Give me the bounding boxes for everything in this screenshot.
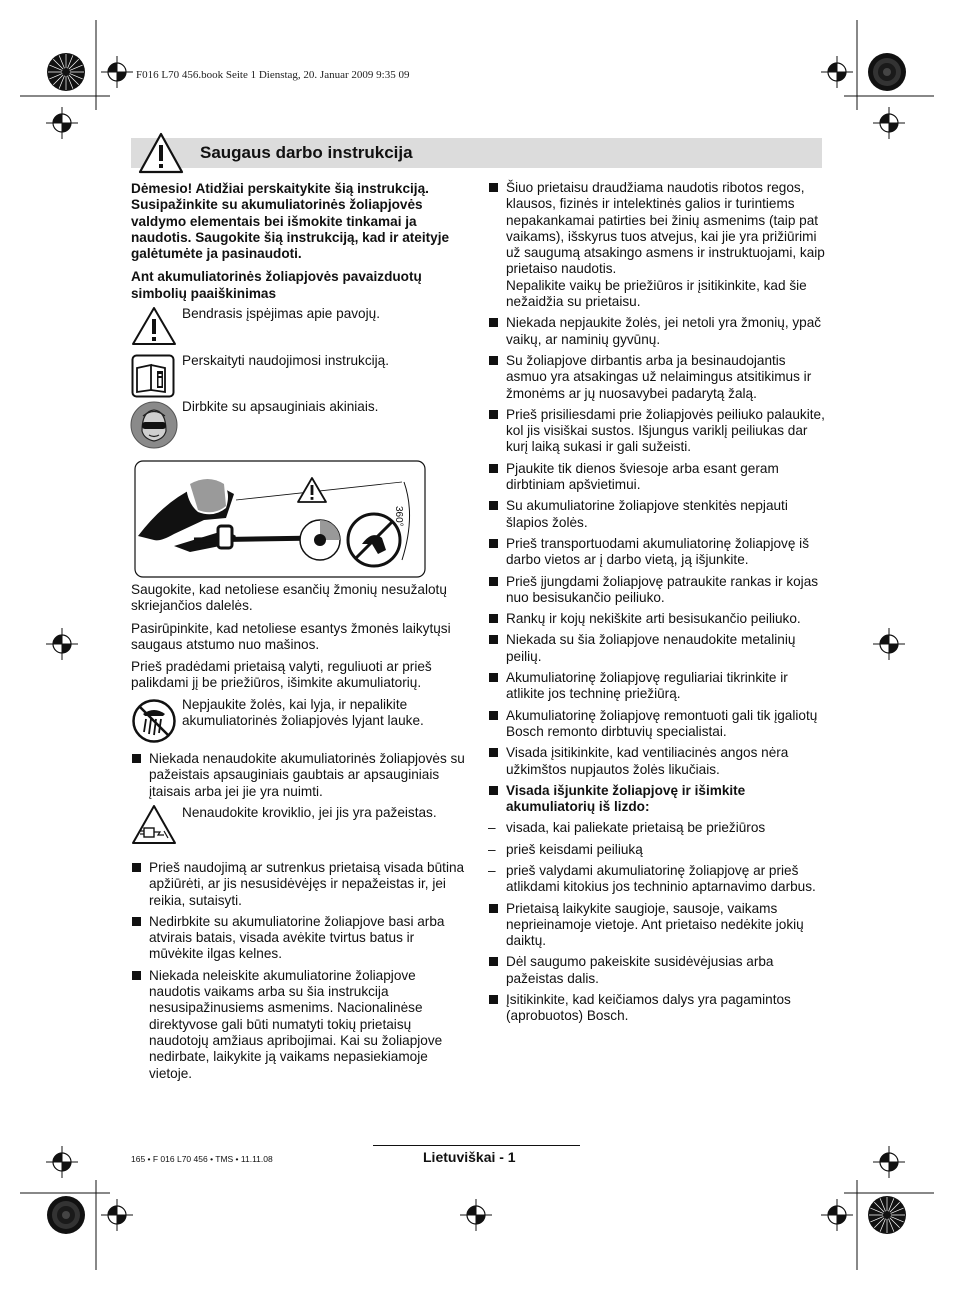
intro-warning: Dėmesio! Atidžiai perskaitykite šią instrukciją. Susipažinkite su akumuliatorinės žoliapjovės valdymo elementais bei išmokite tinkamai ja naudotis. Saugokite šią instrukciją, kad ir ateityje galėtumėte ja pasinaudoti. (131, 181, 450, 262)
safety-goggles-icon (130, 401, 178, 449)
diagram-angle-label: 360° (393, 506, 404, 527)
right-bullet-item: Pjaukite tik dienos šviesoje arba esant geram dirbtiniam apšvietimui. (488, 461, 825, 494)
dash-item: – prieš valydami akumuliatorinę žoliapjovę ar prieš atlikdami kitokius jos techninio aptarnavimo darbus. (488, 863, 825, 896)
dash-item: – prieš keisdami peiliuką (488, 842, 825, 858)
before-cleaning-text: Prieš pradėdami prietaisą valyti, reguliuoti ar prieš palikdami jį be priežiūros, išimkite akumuliatorių. (131, 659, 432, 691)
symbol-rain-text: Nepjaukite žolės, kai lyja, ir nepalikite akumuliatorinės žoliapjovės lyjant lauke. (182, 697, 424, 729)
general-warning-icon (131, 306, 177, 346)
footer-code: 165 • F 016 L70 456 • TMS • 11.11.08 (131, 1154, 273, 1164)
warning-icon (137, 131, 185, 175)
switch-off-bullet: Visada išjunkite žoliapjovę ir išimkite akumuliatorių iš lizdo: (488, 783, 825, 816)
symbol-read-manual-text: Perskaityti naudojimosi instrukciją. (182, 353, 390, 368)
right-bullet-item: Su akumuliatorine žoliapjove stenkitės nepjauti šlapios žolės. (488, 498, 825, 531)
right-bullet-item: Visada įsitikinkite, kad ventiliacinės angos nėra užkimštos nupjautos žolės likučiais. (488, 745, 825, 778)
right-bullet-item: Niekada nepjaukite žolės, jei netoli yra žmonių, ypač vaikų, ar naminių gyvūnų. (488, 315, 825, 348)
symbol-general-warning-text: Bendrasis įspėjimas apie pavojų. (182, 306, 380, 321)
right-bullet-item (488, 180, 825, 310)
right-bullet-item: Su žoliapjove dirbantis arba ja besinaudojantis asmuo yra atsakingas už nelaimingus atsitikimus ir žmonėms ar jų nuosavybei padarytą žalą. (488, 353, 825, 402)
right-bullet-item: Dėl saugumo pakeiskite susidėvėjusias arba pažeistas dalis. (488, 954, 825, 987)
left-column-paragraphs (131, 582, 466, 692)
guards-bullet (131, 751, 466, 800)
right-bullet-item: Prieš transportuodami akumuliatorinę žoliapjovę iš darbo vietos ar į darbo vietą, ją išjunkite. (488, 536, 825, 569)
read-manual-icon (131, 354, 175, 398)
safe-distance-text: Pasirūpinkite, kad netoliese esantys žmonės laikytųsi saugaus atstumo nuo mašinos. (131, 620, 451, 652)
right-bullet-item: Prieš įjungdami žoliapjovę patraukite rankas ir kojas nuo besisukančio peiliuko. (488, 574, 825, 607)
printer-header: F016 L70 456.book Seite 1 Dienstag, 20. Januar 2009 9:35 09 (136, 69, 410, 81)
left-bullet-item: Niekada neleiskite akumuliatorine žoliapjove naudotis vaikams arba su šia instrukcija nesusipažinusiems asmenims. Nacionalinėse direktyvose gali būti numatyti tokių prietaisų naudotojų amžiaus apribojimai. Kai su žoliapjove nedirbate, laikykite ją vaikams nepasiekiamoje vietoje. (131, 968, 466, 1082)
right-bullet-item: Rankų ir kojų nekiškite arti besisukančio peiliuko. (488, 611, 825, 627)
flying-parts-text: Saugokite, kad netoliese esančių žmonių nesužalotų skriejančios dalelės. (131, 582, 447, 614)
left-bullet-item: Prieš naudojimą ar sutrenkus prietaisą visada būtina apžiūrėti, ar jis nesusidėvėjęs ir nepažeistas ir, jei reikia, sutaisyti. (131, 860, 466, 909)
page-label: Lietuviškai - 1 (423, 1149, 516, 1165)
right-bullet-item: Prieš prisiliesdami prie žoliapjovės peiliuko palaukite, kol jis visiškai sustos. Išjungus variklį peiliukas dar kurį laiką sukasi ir gali sužeisti. (488, 407, 825, 456)
left-column (131, 181, 466, 302)
no-rain-icon (131, 698, 177, 744)
right-bullet-item: Įsitikinkite, kad keičiamos dalys yra pagamintos (aprobuotos) Bosch. (488, 992, 825, 1025)
symbols-heading: Ant akumuliatorinės žoliapjovės pavaizduotų simbolių paaiškinimas (131, 269, 422, 301)
symbol-charger-text: Nenaudokite kroviklio, jei jis yra pažeistas. (182, 805, 437, 820)
footer-rule (373, 1145, 580, 1146)
damaged-charger-icon (131, 804, 177, 846)
left-bullet-item: Nedirbkite su akumuliatorine žoliapjove basi arba atvirais batais, visada avėkite tvirtus batus ir mūvėkite ilgas kelnes. (131, 914, 466, 963)
left-bullets (131, 860, 466, 1082)
children-restriction-text: Šiuo prietaisu draudžiama naudotis ribotos regos, klausos, fizinės ir intelektinės galios ir turintiems nepakankamai patirties bei žinių asmenims (taip pat vaikams), išskyrus tuos atvejus, kai jie yra prižiūrimi už saugumą atsakingo asmens ir instruktuojami, kaip prietaiso naudotis. (506, 180, 825, 277)
symbol-goggles-text: Dirbkite su apsauginiais akiniais. (182, 399, 379, 414)
right-bullet-item: Akumuliatorinę žoliapjovę remontuoti gali tik įgaliotų Bosch remonto dirbtuvių specialistai. (488, 708, 825, 741)
dash-item: – visada, kai paliekate prietaisą be priežiūros (488, 820, 825, 836)
right-bullet-item: Niekada su šia žoliapjove nenaudokite metalinių peilių. (488, 632, 825, 665)
right-bullet-item: Akumuliatorinę žoliapjovę reguliariai tikrinkite ir atlikite jos techninę priežiūrą. (488, 670, 825, 703)
trimmer-operation-diagram (134, 460, 426, 578)
right-column (488, 180, 825, 1025)
section-title: Saugaus darbo instrukcija (200, 143, 413, 162)
right-bullet-item: Prietaisą laikykite saugioje, sausoje, vaikams neprieinamoje vietoje. Ant prietaiso nedėkite jokių daiktų. (488, 901, 825, 950)
guards-bullet-text: Niekada nenaudokite akumuliatorinės žoliapjovės su pažeistais apsauginiais gaubtais ar apsauginiais įtaisais arba jei jie yra nuimti. (131, 751, 466, 800)
children-supervision-text: Nepalikite vaikų be priežiūros ir įsitikinkite, kad šie nežaidžia su prietaisu. (506, 277, 807, 310)
